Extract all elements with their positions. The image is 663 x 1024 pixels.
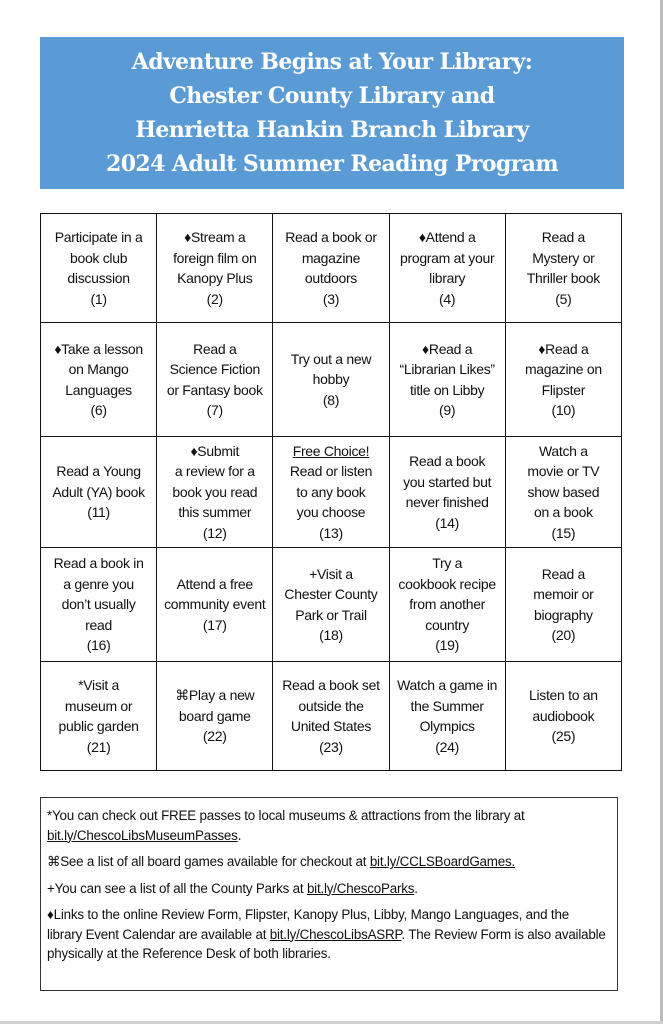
grid-cell xyxy=(389,548,505,662)
cell-number: (19) xyxy=(435,637,459,654)
grid-cell xyxy=(41,662,157,771)
grid-cell xyxy=(157,323,273,437)
online-links-note xyxy=(47,905,607,964)
cell-text: ♦Read a “Librarian Likes” title on Libby xyxy=(399,340,495,398)
cell-number: (4) xyxy=(439,290,456,307)
cell-text: Read a Mystery or Thriller book xyxy=(526,229,600,286)
cell-number: (5) xyxy=(555,290,572,307)
title-banner xyxy=(40,37,624,189)
online-links-note-text: ♦Links to the online Review Form, Flipster, Kanopy Plus, Libby, Mango Languages, and the library Event Calendar are available at xyxy=(47,907,569,942)
grid-row xyxy=(41,214,622,323)
cell-text: ♦Submit a review for a book you read this summer xyxy=(172,442,258,521)
grid-cell xyxy=(41,437,157,548)
museum-passes-link[interactable]: bit.ly/ChescoLibsMuseumPasses xyxy=(47,827,238,843)
cell-number: (1) xyxy=(90,290,107,307)
grid-row xyxy=(41,548,622,662)
cell-text: Read or listen to any book you choose xyxy=(289,463,373,521)
grid-cell xyxy=(505,437,621,548)
cell-text: Read a Young Adult (YA) book xyxy=(52,463,145,500)
county-parks-link[interactable]: bit.ly/ChescoParks xyxy=(306,880,415,896)
cell-number: (21) xyxy=(86,738,111,755)
grid-row xyxy=(41,437,622,548)
grid-cell xyxy=(157,214,273,323)
museum-note xyxy=(47,806,607,845)
grid-cell xyxy=(389,437,505,548)
online-links-note-end: . The Review Form is also available physically at the Reference Desk of both libraries. xyxy=(47,926,606,961)
grid-cell xyxy=(157,662,273,771)
cell-text: Participate in a book club discussion xyxy=(54,229,143,286)
grid-cell xyxy=(505,323,621,437)
cell-number: (9) xyxy=(439,402,456,418)
cell-number: (15) xyxy=(551,524,576,541)
cell-text: ♦Stream a foreign film on Kanopy Plus xyxy=(173,229,257,286)
cell-text: *Visit a museum or public garden xyxy=(58,677,139,734)
cell-text: Read a book you started but never finished xyxy=(403,453,492,510)
grid-row xyxy=(41,662,622,771)
cell-number: (2) xyxy=(206,290,223,307)
title-line-4: 2024 Adult Summer Reading Program xyxy=(105,151,559,177)
grid-row xyxy=(41,323,622,437)
cell-text: ♦Attend a program at your library xyxy=(399,229,495,286)
bingo-grid xyxy=(40,213,622,771)
grid-cell xyxy=(41,548,157,662)
cell-number: (17) xyxy=(202,616,227,633)
grid-cell xyxy=(389,214,505,323)
cell-number: (23) xyxy=(319,738,343,755)
grid-cell xyxy=(505,548,621,662)
board-games-note xyxy=(47,852,607,872)
cell-number: (14) xyxy=(435,514,459,531)
cell-text: Attend a free community event xyxy=(164,575,266,613)
cell-number: (12) xyxy=(202,524,227,541)
cell-number: (11) xyxy=(87,504,110,521)
grid-cell xyxy=(273,214,389,323)
grid-cell xyxy=(157,437,273,548)
board-games-link[interactable]: bit.ly/CCLSBoardGames. xyxy=(369,854,515,869)
cell-text: ⌘Play a new board game xyxy=(175,687,255,724)
cell-number: (3) xyxy=(322,290,340,307)
parks-note xyxy=(47,879,607,899)
cell-text: Try a cookbook recipe from another country xyxy=(398,555,496,633)
title-line-1: Adventure Begins at Your Library: xyxy=(131,49,533,75)
parks-note-end: . xyxy=(414,880,418,896)
cell-text: Read a book in a genre you don’t usually read xyxy=(53,555,144,633)
cell-number: (7) xyxy=(206,402,223,418)
grid-cell xyxy=(157,548,273,662)
cell-number: (13) xyxy=(319,524,343,541)
cell-text: Watch a game in the Summer Olympics xyxy=(397,677,498,734)
grid-cell xyxy=(273,437,389,548)
cell-text: Try out a new hobby xyxy=(290,350,372,388)
cell-text: ♦Read a magazine on Flipster xyxy=(524,340,602,398)
cell-text: Read a Science Fiction or Fantasy book xyxy=(166,340,263,398)
title-line-2: Chester County Library and xyxy=(169,83,495,109)
cell-number: (6) xyxy=(90,402,107,418)
cell-number: (20) xyxy=(551,627,576,643)
grid-cell xyxy=(273,323,389,437)
museum-note-end: . xyxy=(237,827,242,843)
cell-number: (10) xyxy=(551,402,576,418)
cell-number: (16) xyxy=(86,637,111,654)
grid-cell xyxy=(505,662,621,771)
cell-text: Read a book or magazine outdoors xyxy=(285,229,377,286)
free-choice-title: Free Choice! xyxy=(292,442,370,459)
cell-text: Watch a movie or TV show based on a book xyxy=(527,442,600,521)
cell-text: Read a memoir or biography xyxy=(533,565,594,623)
cell-text: ♦Take a lesson on Mango Languages xyxy=(54,340,143,398)
grid-cell xyxy=(273,662,389,771)
grid-cell xyxy=(41,323,157,437)
board-games-note-text: ⌘See a list of all board games available for checkout at xyxy=(47,854,370,869)
grid-cell xyxy=(505,214,621,323)
cell-number: (24) xyxy=(435,738,459,755)
cell-text: Read a book set outside the United States xyxy=(282,677,380,734)
cell-number: (22) xyxy=(202,728,227,745)
museum-note-text: *You can check out FREE passes to local museums & attractions from the library at xyxy=(47,808,525,823)
cell-text: +Visit a Chester County Park or Trail xyxy=(284,565,378,623)
cell-number: (8) xyxy=(322,391,340,408)
parks-note-text: +You can see a list of all the County Parks at xyxy=(47,880,307,896)
grid-cell xyxy=(273,548,389,662)
cell-number: (25) xyxy=(551,728,576,745)
footnotes-box xyxy=(40,797,618,991)
grid-cell xyxy=(389,323,505,437)
title-line-3: Henrietta Hankin Branch Library xyxy=(135,117,529,143)
cell-text: Listen to an audiobook xyxy=(528,687,598,724)
asrp-link[interactable]: bit.ly/ChescoLibsASRP xyxy=(269,926,402,942)
grid-cell xyxy=(389,662,505,771)
grid-cell xyxy=(41,214,157,323)
cell-number: (18) xyxy=(319,627,343,643)
